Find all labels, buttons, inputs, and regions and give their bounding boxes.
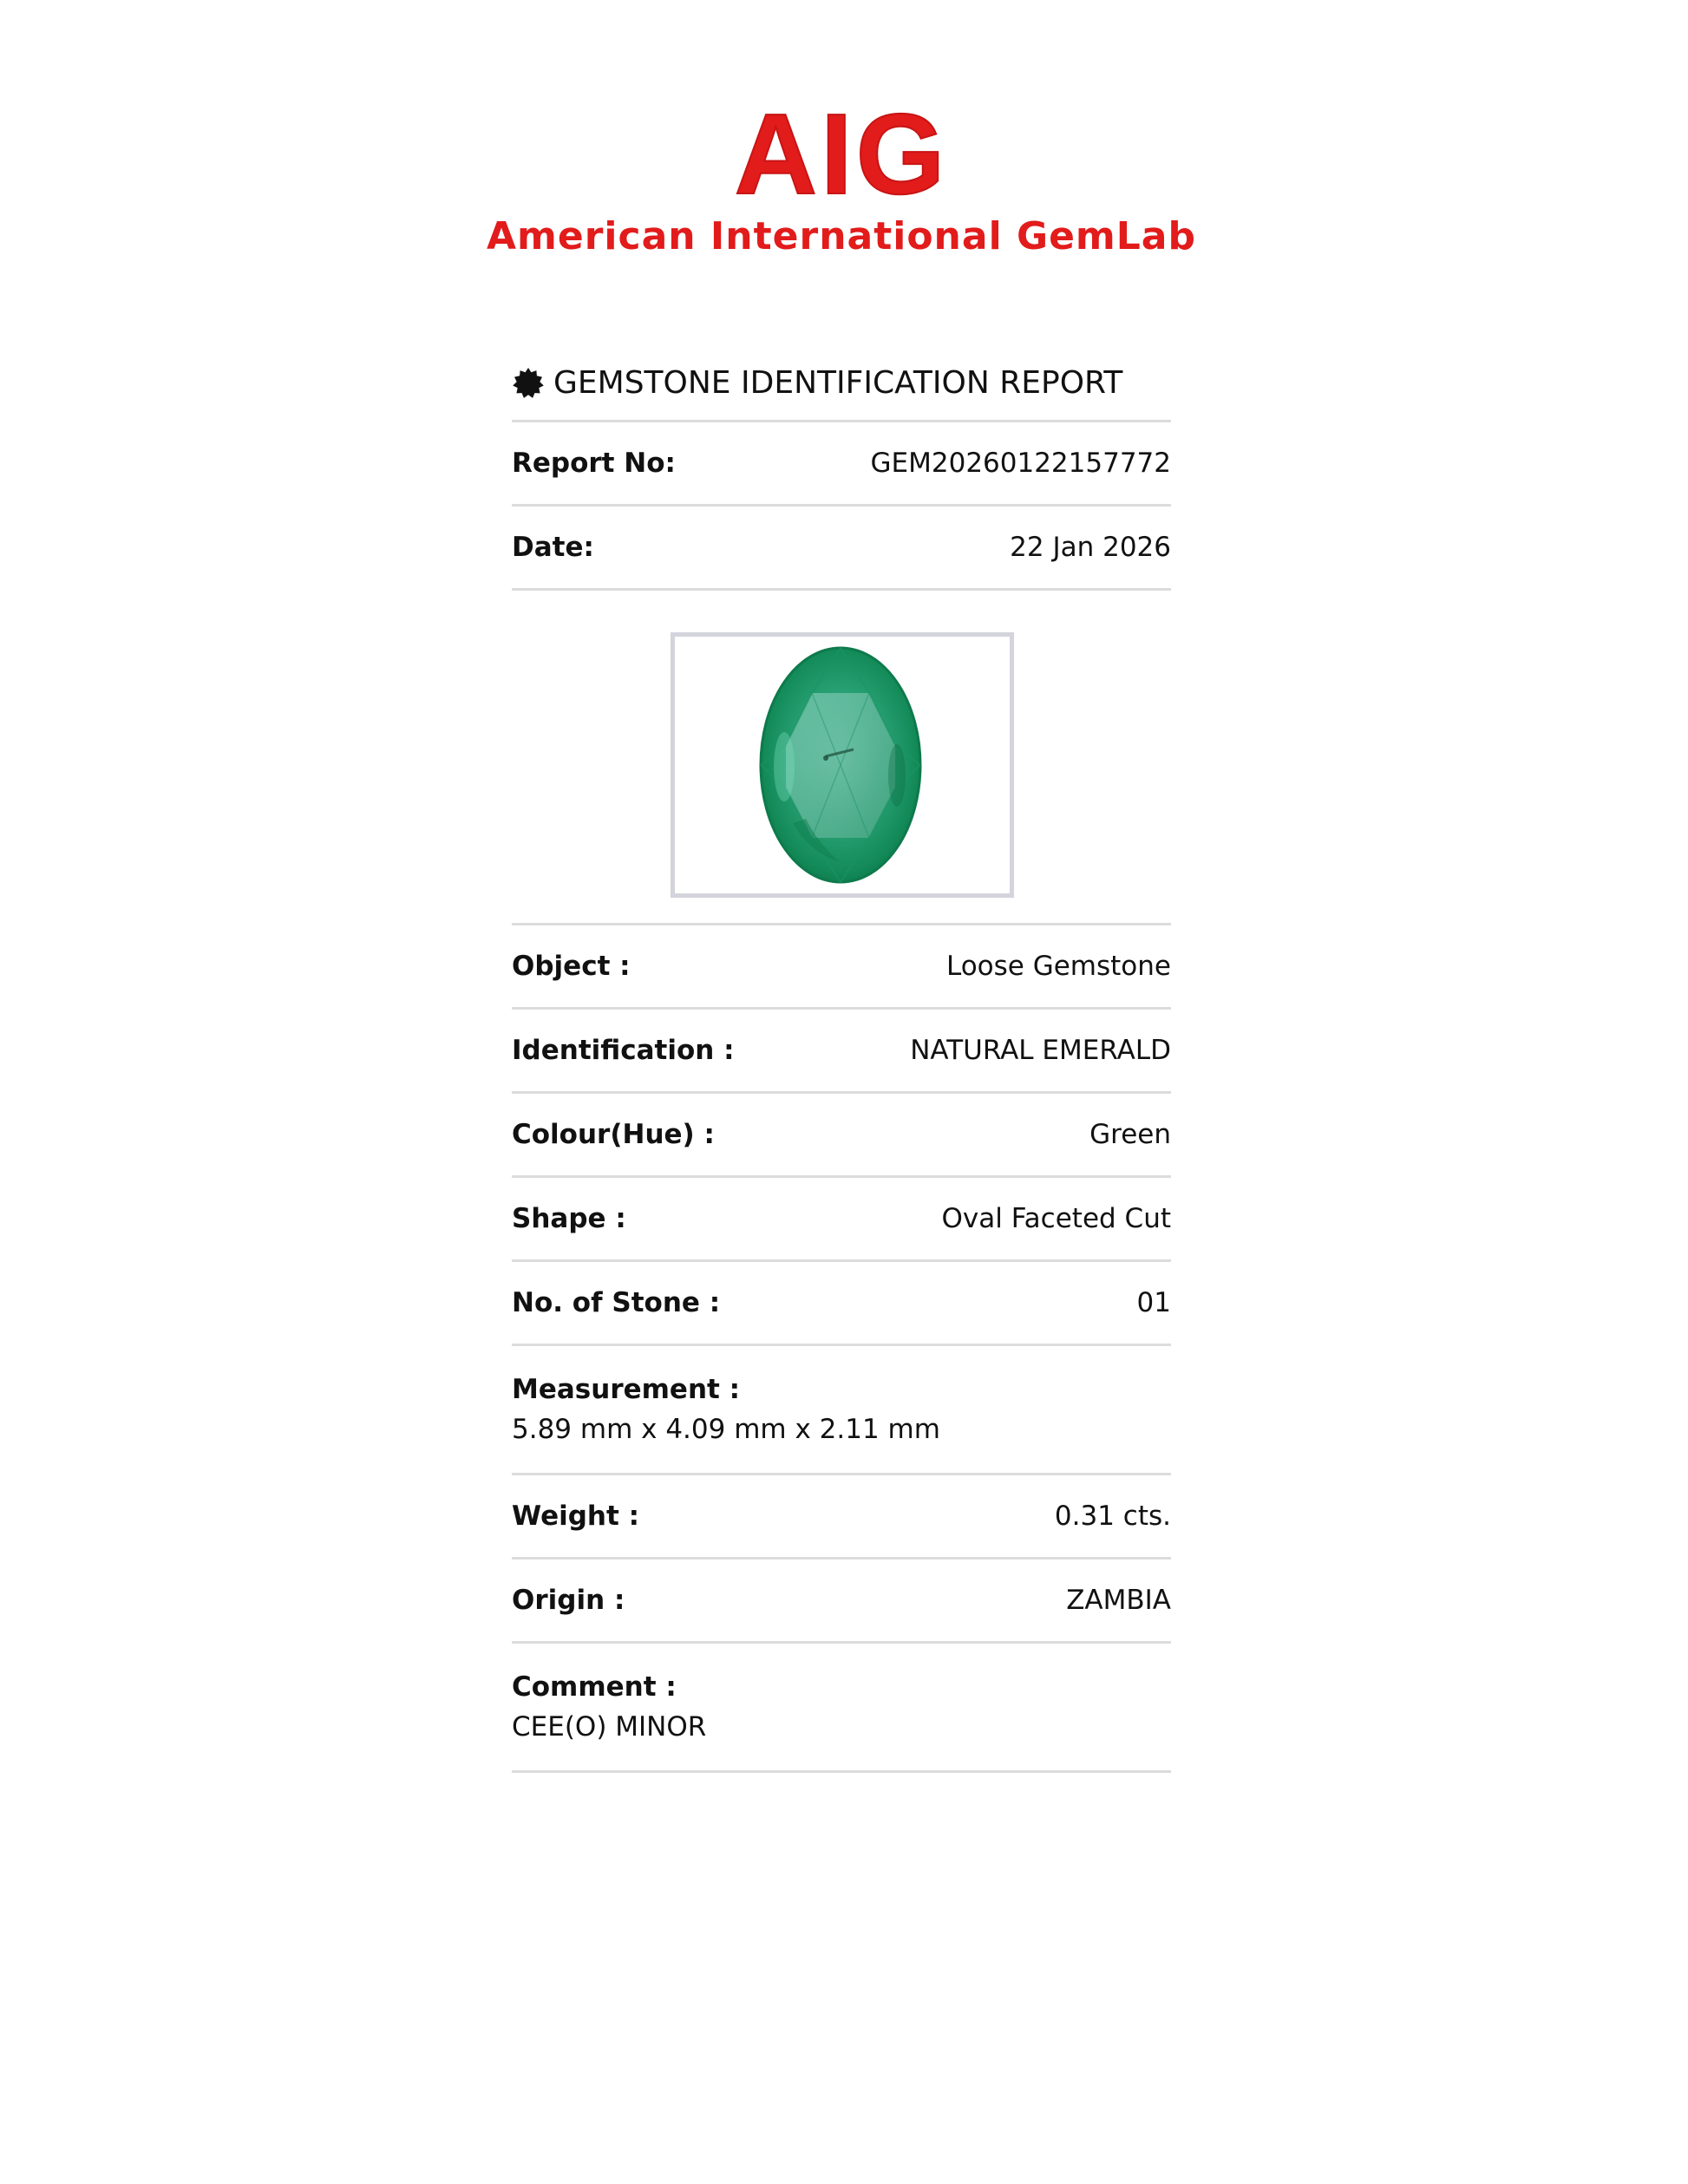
identification-row <box>512 1010 1171 1094</box>
emerald-gem-image <box>758 645 923 885</box>
gem-image-frame <box>671 632 1014 898</box>
gem-image-block <box>512 591 1171 925</box>
object-label: Object : <box>512 951 631 982</box>
weight-value: 0.31 cts. <box>1054 1501 1171 1532</box>
weight-row <box>512 1475 1171 1560</box>
report-number-row <box>512 422 1171 507</box>
report-title: GEMSTONE IDENTIFICATION REPORT <box>553 365 1123 401</box>
origin-label: Origin : <box>512 1585 625 1616</box>
date-label: Date: <box>512 532 594 563</box>
stone-count-row <box>512 1262 1171 1346</box>
origin-value: ZAMBIA <box>1066 1585 1171 1616</box>
date-value: 22 Jan 2026 <box>1010 532 1171 563</box>
stone-count-value: 01 <box>1136 1287 1171 1318</box>
identification-value: NATURAL EMERALD <box>910 1035 1171 1066</box>
identification-label: Identification : <box>512 1035 735 1066</box>
stone-count-label: No. of Stone : <box>512 1287 721 1318</box>
origin-row <box>512 1560 1171 1644</box>
report-card <box>512 347 1171 1773</box>
logo-full-name: American International GemLab <box>486 214 1196 258</box>
shape-row <box>512 1178 1171 1262</box>
colour-label: Colour(Hue) : <box>512 1119 715 1150</box>
brand-logo <box>486 90 1197 258</box>
seal-badge-icon <box>512 367 545 400</box>
report-number-value: GEM20260122157772 <box>870 448 1171 479</box>
weight-label: Weight : <box>512 1501 640 1532</box>
object-value: Loose Gemstone <box>945 951 1171 982</box>
measurement-label: Measurement : <box>512 1374 741 1405</box>
measurement-row <box>512 1346 1171 1475</box>
colour-row <box>512 1094 1171 1178</box>
shape-label: Shape : <box>512 1203 626 1234</box>
date-row <box>512 507 1171 591</box>
comment-row <box>512 1644 1171 1773</box>
colour-value: Green <box>1089 1119 1171 1150</box>
object-row <box>512 925 1171 1010</box>
comment-value: CEE(O) MINOR <box>512 1711 707 1743</box>
report-number-label: Report No: <box>512 448 676 479</box>
comment-label: Comment : <box>512 1671 677 1703</box>
shape-value: Oval Faceted Cut <box>941 1203 1171 1234</box>
measurement-value: 5.89 mm x 4.09 mm x 2.11 mm <box>512 1414 940 1445</box>
logo-acronym: AIG <box>734 90 949 218</box>
report-title-row <box>512 347 1171 422</box>
